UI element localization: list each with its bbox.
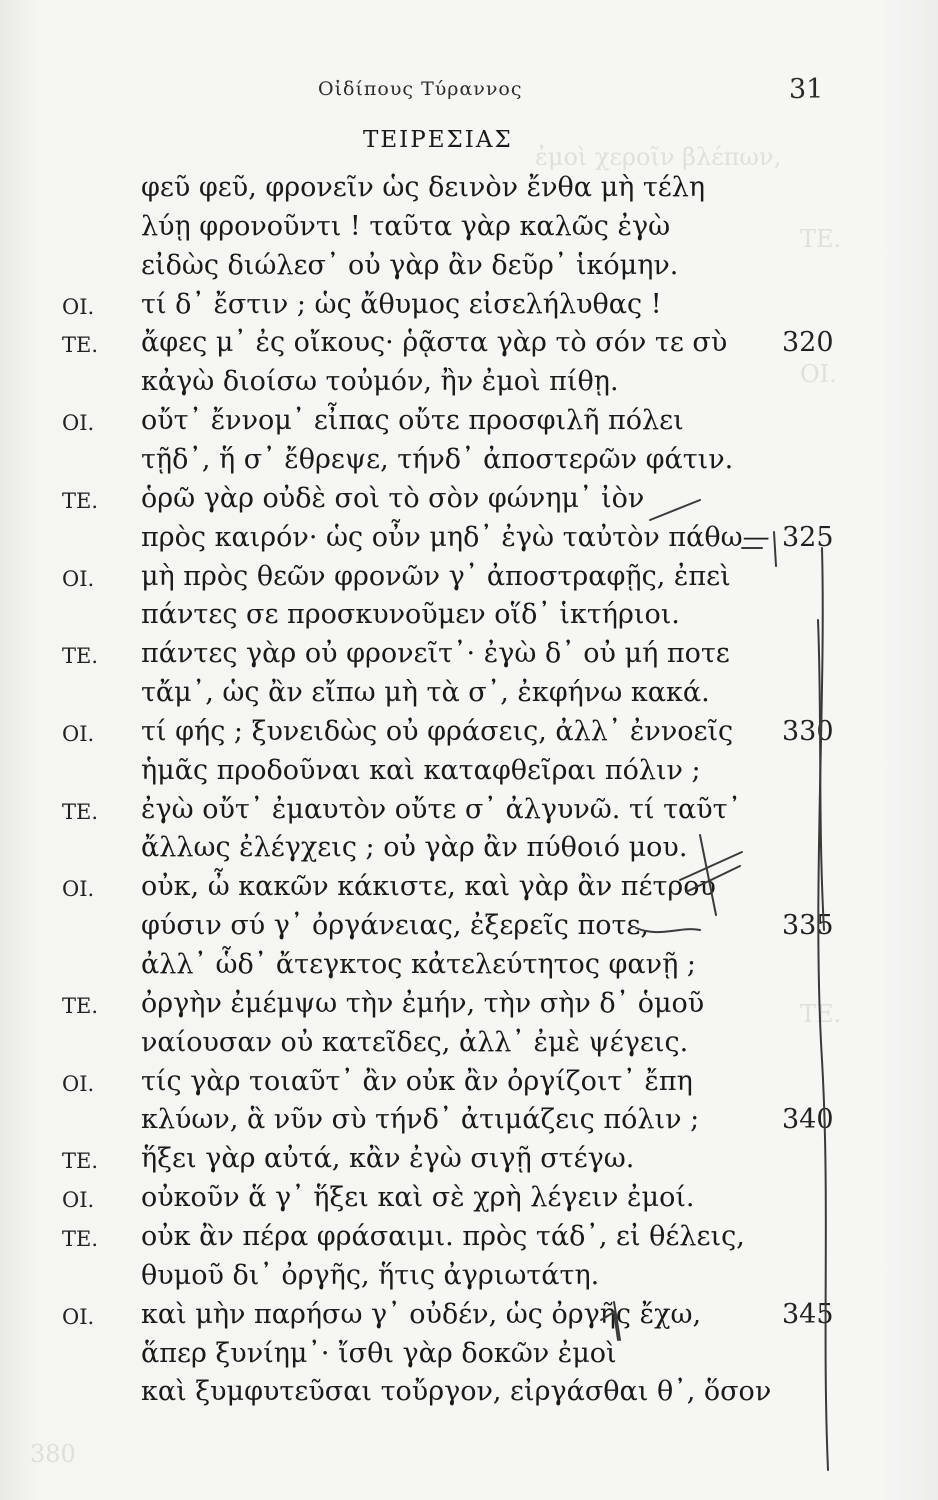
speaker-label: ΤΕ.	[62, 1149, 99, 1174]
verse-text: οὔτ᾽ ἔννομ᾽ εἶπας οὔτε προσφιλῆ πόλει	[141, 405, 684, 437]
verse-text: ὀργὴν ἐμέμψω τὴν ἐμήν, τὴν σὴν δ᾽ ὁμοῦ	[141, 987, 705, 1019]
verse-line	[0, 599, 938, 639]
speaker-label: ΟΙ.	[62, 566, 95, 591]
bleed-through-text: ΤΕ.	[800, 225, 842, 253]
verse-text: μὴ πρὸς θεῶν φρονῶν γ᾽ ἀποστραφῇς, ἐπεὶ	[141, 560, 731, 592]
verse-text: τῇδ᾽, ἥ σ᾽ ἔθρεψε, τήνδ᾽ ἀποστερῶν φάτιν.	[141, 443, 734, 475]
speaker-heading: ΤΕΙΡΕΣΙΑΣ	[363, 127, 513, 153]
verse-text: ἡμᾶς προδοῦναι καὶ καταφθεῖραι πόλιν ;	[141, 754, 701, 786]
verse-line	[0, 1260, 938, 1300]
verse-line	[0, 677, 938, 717]
speaker-label: ΟΙ.	[62, 1304, 95, 1329]
line-number: 320	[782, 327, 834, 359]
verse-text: ἅπερ ξυνίημ᾽· ἴσθι γὰρ δοκῶν ἐμοὶ	[141, 1337, 617, 1369]
verse-line	[0, 716, 938, 756]
verse-text: πάντες γὰρ οὐ φρονεῖτ᾽· ἐγὼ δ᾽ οὐ μή ποτε	[141, 638, 730, 670]
speaker-label: ΤΕ.	[62, 333, 99, 358]
line-number: 340	[782, 1104, 834, 1136]
verse-text: τί φής ; ξυνειδὼς οὐ φράσεις, ἀλλ᾽ ἐννοεῖς	[141, 715, 734, 747]
verse-line	[0, 1299, 938, 1339]
verse-line	[0, 1182, 938, 1222]
verse-line	[0, 289, 938, 329]
verse-line	[0, 405, 938, 445]
verse-line	[0, 366, 938, 406]
verse-line	[0, 561, 938, 601]
verse-text: κλύων, ἃ νῦν σὺ τήνδ᾽ ἀτιμάζεις πόλιν ;	[141, 1104, 700, 1136]
bleed-through-text: ΤΕ.	[800, 1000, 842, 1028]
verse-text: οὐκοῦν ἅ γ᾽ ἥξει καὶ σὲ χρὴ λέγειν ἐμοί.	[141, 1182, 695, 1214]
verse-text: κἀγὼ διοίσω τοὐμόν, ἢν ἐμοὶ πίθῃ.	[141, 366, 619, 398]
line-number: 330	[782, 715, 834, 747]
bleed-through-text: ΟΙ.	[800, 360, 837, 388]
running-head	[0, 74, 938, 108]
page-number: 31	[789, 74, 824, 105]
verse-line	[0, 1221, 938, 1261]
verse-line	[0, 1066, 938, 1106]
verse-line	[0, 522, 938, 562]
verse-text: τίς γὰρ τοιαῦτ᾽ ἂν οὐκ ἂν ὀργίζοιτ᾽ ἔπη	[141, 1065, 693, 1097]
verse-text: ἐγὼ οὔτ᾽ ἐμαυτὸν οὔτε σ᾽ ἀλγυνῶ. τί ταῦτ᾽	[141, 793, 742, 825]
verse-line	[0, 871, 938, 911]
verse-line	[0, 172, 938, 212]
speaker-label: ΤΕ.	[62, 644, 99, 669]
verse-text: καὶ ξυμφυτεῦσαι τοὔργον, εἰργάσθαι θ᾽, ὅσον	[141, 1376, 772, 1408]
verse-text: θυμοῦ δι᾽ ὀργῆς, ἥτις ἀγριωτάτη.	[141, 1259, 600, 1291]
verse-text: τί δ᾽ ἔστιν ; ὡς ἄθυμος εἰσελήλυθας !	[141, 288, 662, 320]
verse-text: καὶ μὴν παρήσω γ᾽ οὐδέν, ὡς ὀργῆς ἔχω,	[141, 1298, 702, 1330]
verse-text: λύῃ φρονοῦντι ! ταῦτα γὰρ καλῶς ἐγὼ	[141, 210, 671, 242]
verse-line	[0, 250, 938, 290]
verse-text: ἥξει γὰρ αὐτά, κἂν ἐγὼ σιγῇ στέγω.	[141, 1143, 635, 1175]
bleed-through-text: ἐμοὶ χεροῖν βλέπων,	[535, 143, 782, 171]
line-number: 325	[782, 521, 834, 553]
verse-text: ἄφες μ᾽ ἐς οἴκους· ῥᾷστα γὰρ τὸ σόν τε σὺ	[141, 327, 728, 359]
verse-line	[0, 444, 938, 484]
verse-text: ναίουσαν οὐ κατεῖδες, ἀλλ᾽ ἐμὲ ψέγεις.	[141, 1026, 689, 1058]
verse-line	[0, 1376, 938, 1416]
bleed-through-text: 380	[30, 1440, 76, 1468]
speaker-label: ΤΕ.	[62, 1226, 99, 1251]
verse-line	[0, 988, 938, 1028]
verse-line	[0, 794, 938, 834]
verse-text: ἄλλως ἐλέγχεις ; οὐ γὰρ ἂν πύθοιό μου.	[141, 832, 688, 864]
speaker-label: ΤΕ.	[62, 993, 99, 1018]
verse-text: εἰδὼς διώλεσ᾽ οὐ γὰρ ἂν δεῦρ᾽ ἱκόμην.	[141, 249, 679, 281]
verse-text: ὁρῶ γὰρ οὐδὲ σοὶ τὸ σὸν φώνημ᾽ ἰὸν	[141, 482, 645, 514]
running-title: Οἰδίπους Τύραννος	[318, 78, 523, 100]
speaker-label: ΤΕ.	[62, 799, 99, 824]
verse-line	[0, 638, 938, 678]
verse-text: τἄμ᾽, ὡς ἂν εἴπω μὴ τὰ σ᾽, ἐκφήνω κακά.	[141, 677, 710, 709]
verse-text: πάντες σε προσκυνοῦμεν οἵδ᾽ ἱκτήριοι.	[141, 599, 680, 631]
speaker-label: ΤΕ.	[62, 488, 99, 513]
verse-line	[0, 1143, 938, 1183]
line-number: 345	[782, 1298, 834, 1330]
verse-line	[0, 1027, 938, 1067]
verse-line	[0, 755, 938, 795]
verse-line	[0, 327, 938, 367]
verse-line	[0, 211, 938, 251]
verse-text: ἀλλ᾽ ὧδ᾽ ἄτεγκτος κἀτελεύτητος φανῇ ;	[141, 949, 696, 980]
speaker-label: ΟΙ.	[62, 721, 95, 746]
verse-text: φύσιν σύ γ᾽ ὀργάνειας, ἐξερεῖς ποτε,	[141, 910, 649, 942]
verse-text: οὐκ, ὦ κακῶν κάκιστε, καὶ γὰρ ἂν πέτρου	[141, 871, 716, 903]
speaker-label: ΟΙ.	[62, 1188, 95, 1213]
speaker-label: ΟΙ.	[62, 411, 95, 436]
verse-line	[0, 832, 938, 872]
line-number: 335	[782, 910, 834, 942]
verse-line	[0, 910, 938, 950]
speaker-label: ΟΙ.	[62, 1071, 95, 1096]
verse-line	[0, 1338, 938, 1378]
verse-text: πρὸς καιρόν· ὡς οὖν μηδ᾽ ἐγὼ ταὐτὸν πάθω—	[141, 521, 770, 553]
verse-text: οὐκ ἂν πέρα φράσαιμι. πρὸς τάδ᾽, εἰ θέλεις,	[141, 1220, 745, 1252]
verse-text: φεῦ φεῦ, φρονεῖν ὡς δεινὸν ἔνθα μὴ τέλη	[141, 172, 706, 203]
verse-line	[0, 949, 938, 989]
speaker-label: ΟΙ.	[62, 294, 95, 319]
speaker-label: ΟΙ.	[62, 877, 95, 902]
verse-line	[0, 1104, 938, 1144]
verse-line	[0, 483, 938, 523]
